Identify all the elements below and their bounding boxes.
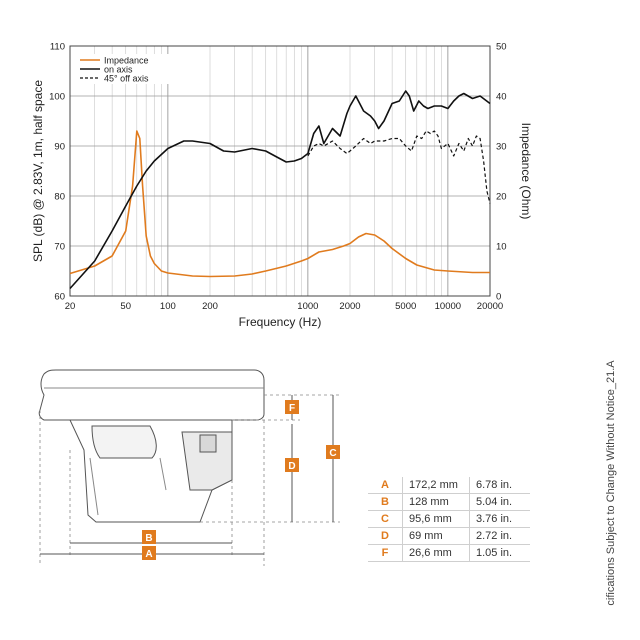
x-tick-label: 5000 [395,301,417,312]
dim-badge-label-b: B [145,533,153,544]
dim-badge-label-c: C [329,448,337,459]
dimension-label: A [368,477,403,494]
dimension-mm: 172,2 mm [403,477,470,494]
speaker-dimension-drawing [0,340,360,580]
side-note [604,348,618,618]
dimension-label: F [368,545,403,562]
y-left-tick-label: 80 [54,191,65,203]
x-tick-label: 2000 [339,301,361,312]
chart-curves [70,91,490,289]
y-left-tick-labels [49,42,65,303]
dimension-mm: 128 mm [403,494,470,511]
speaker-frame-leg-right [160,458,166,490]
dimension-badges [142,400,340,560]
series-on-axis [70,91,490,289]
speaker-grille-outline [39,370,264,420]
speaker-frame-leg-left [90,458,98,515]
speaker-terminal-outline [200,435,216,452]
x-tick-label: 50 [120,301,132,312]
legend-label-on-axis: on axis [104,64,133,75]
legend-label-off-axis: 45° off axis [104,73,149,84]
dim-badge-label-a: A [145,549,153,560]
dimension-label: B [368,494,403,511]
dimension-in: 2.72 in. [470,528,531,545]
dimension-mm: 69 mm [403,528,470,545]
y-right-tick-label: 20 [496,191,507,203]
x-axis-label: Frequency (Hz) [238,315,322,329]
dimension-label: D [368,528,403,545]
y-right-tick-label: 10 [496,241,507,253]
speaker-cone-outline [92,426,156,458]
legend-label-impedance: Impedance [104,55,149,66]
y-right-tick-label: 40 [496,91,507,103]
dimension-in: 6.78 in. [470,477,531,494]
legend [76,54,172,84]
x-tick-label: 1000 [297,301,319,312]
series-45-off-axis [308,131,490,204]
dimension-row [368,545,530,562]
dimension-mm: 26,6 mm [403,545,470,562]
dimension-table [368,477,530,562]
x-tick-label: 200 [202,301,218,312]
dimension-in: 3.76 in. [470,511,531,528]
dimension-label: C [368,511,403,528]
y-left-tick-label: 110 [49,41,65,53]
y-left-axis-label: SPL (dB) @ 2.83V, 1m, half space [31,79,45,263]
dimension-in: 1.05 in. [470,545,531,562]
dimension-row [368,511,530,528]
dim-badge-label-f: F [288,403,296,414]
dimension-in: 5.04 in. [470,494,531,511]
dimension-row [368,528,530,545]
y-right-tick-label: 0 [496,291,502,303]
series-impedance [70,131,490,277]
y-left-tick-label: 60 [54,291,65,303]
y-right-tick-labels [496,42,507,303]
x-tick-label: 20 [64,301,76,312]
y-right-axis-label: Impedance (Ohm) [519,122,533,220]
x-tick-labels [65,301,504,312]
dimension-mm: 95,6 mm [403,511,470,528]
y-left-tick-label: 100 [49,91,65,103]
y-right-tick-label: 50 [496,41,507,53]
x-tick-label: 20000 [476,301,504,312]
x-tick-label: 10000 [434,301,462,312]
y-left-tick-label: 90 [54,141,65,153]
y-left-tick-label: 70 [54,241,65,253]
dimension-row [368,494,530,511]
dimension-row [368,477,530,494]
dim-badge-label-d: D [288,461,296,472]
y-right-tick-label: 30 [496,141,507,153]
side-note-text: cifications Subject to Change Without Notice_21.A [605,360,617,606]
x-tick-label: 100 [159,301,176,312]
